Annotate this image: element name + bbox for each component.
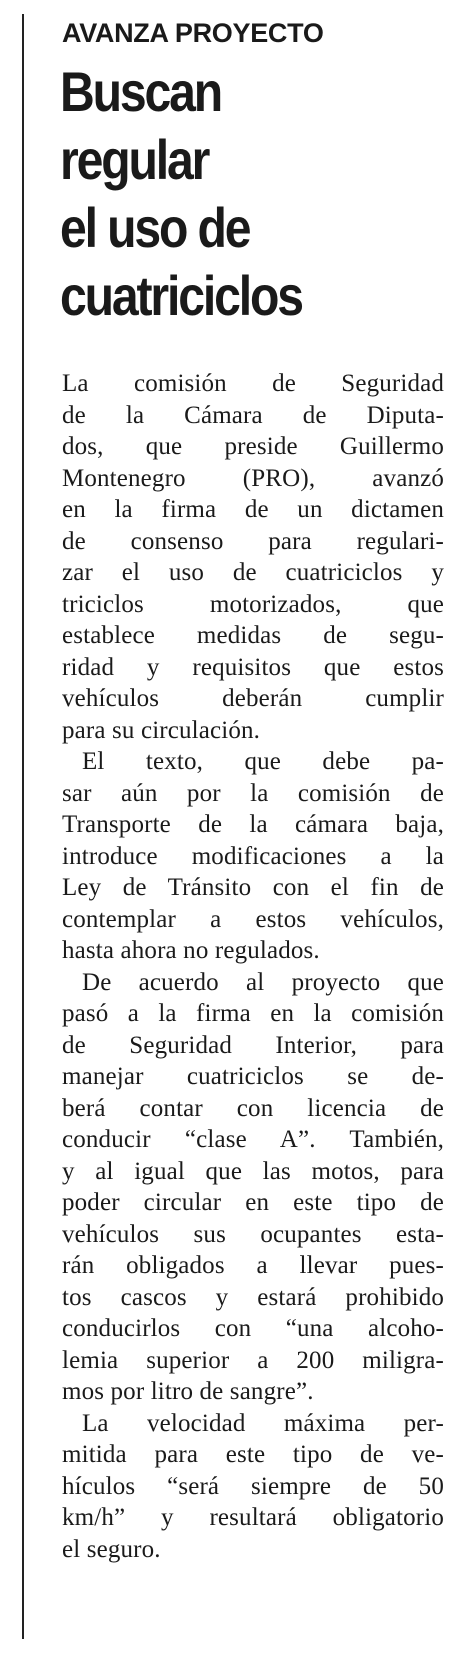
body-line: La velocidad máxima per- — [82, 1409, 444, 1437]
body-line: de Seguridad Interior, para — [62, 1031, 444, 1059]
body-line: La comisión de Seguridad — [62, 370, 444, 397]
body-line: para su circulación. — [62, 716, 261, 744]
body-line: berá contar con licencia de — [62, 1094, 444, 1122]
body-line: De acuerdo al proyecto que — [82, 968, 444, 996]
body-line: Transporte de la cámara baja, — [62, 811, 444, 838]
body-line: establece medidas de segu- — [62, 622, 444, 649]
body-line: de la Cámara de Diputa- — [62, 401, 444, 429]
body-paragraph — [62, 1408, 444, 1566]
body-line: pasó a la firma en la comisión — [62, 1000, 444, 1027]
body-line: vehículos sus ocupantes esta- — [62, 1220, 444, 1248]
body-line: en la firma de un dictamen — [62, 496, 444, 523]
column-rule — [22, 14, 24, 1639]
body-line: conducir “clase A”. También, — [62, 1126, 444, 1153]
body-line: de consenso para regulari- — [62, 527, 444, 555]
body-paragraph — [62, 368, 444, 746]
body-line: manejar cuatriciclos se de- — [62, 1063, 444, 1090]
headline — [60, 58, 302, 330]
body-line: tos cascos y estará prohibido — [62, 1283, 444, 1311]
body-line: hículos “será siempre de 50 — [62, 1472, 444, 1500]
body-paragraph — [62, 746, 444, 967]
body-line: triciclos motorizados, que — [62, 590, 444, 618]
body-line: dos, que preside Guillermo — [62, 433, 444, 460]
headline-line: el uso de — [60, 196, 250, 259]
body-line: poder circular en este tipo de — [62, 1189, 444, 1216]
body-line: Montenegro (PRO), avanzó — [62, 464, 444, 492]
body-line: zar el uso de cuatriciclos y — [62, 559, 444, 586]
body-line: km/h” y resultará obligatorio — [62, 1504, 444, 1531]
body-line: conducirlos con “una alcoho- — [62, 1315, 444, 1342]
body-line: ridad y requisitos que estos — [62, 653, 444, 681]
body-line: El texto, que debe pa- — [82, 748, 444, 775]
headline-line: regular — [60, 128, 209, 191]
article-body — [62, 368, 444, 1565]
body-line: vehículos deberán cumplir — [62, 685, 444, 712]
body-line: sar aún por la comisión de — [62, 779, 444, 807]
body-line: introduce modificaciones a la — [62, 842, 444, 870]
body-line: el seguro. — [62, 1535, 161, 1563]
headline-line: Buscan — [60, 60, 222, 123]
body-line: rán obligados a llevar pues- — [62, 1252, 444, 1279]
body-line: mos por litro de sangre”. — [62, 1378, 314, 1405]
body-line: mitida para este tipo de ve- — [62, 1441, 444, 1468]
body-line: y al igual que las motos, para — [62, 1157, 444, 1185]
headline-line: cuatriciclos — [60, 264, 302, 327]
body-line: Ley de Tránsito con el fin de — [62, 874, 444, 901]
kicker: AVANZA PROYECTO — [62, 18, 324, 48]
body-line: lemia superior a 200 miligra- — [62, 1346, 444, 1374]
body-line: contemplar a estos vehículos, — [62, 905, 444, 933]
body-paragraph — [62, 967, 444, 1408]
body-line: hasta ahora no regulados. — [62, 937, 320, 964]
